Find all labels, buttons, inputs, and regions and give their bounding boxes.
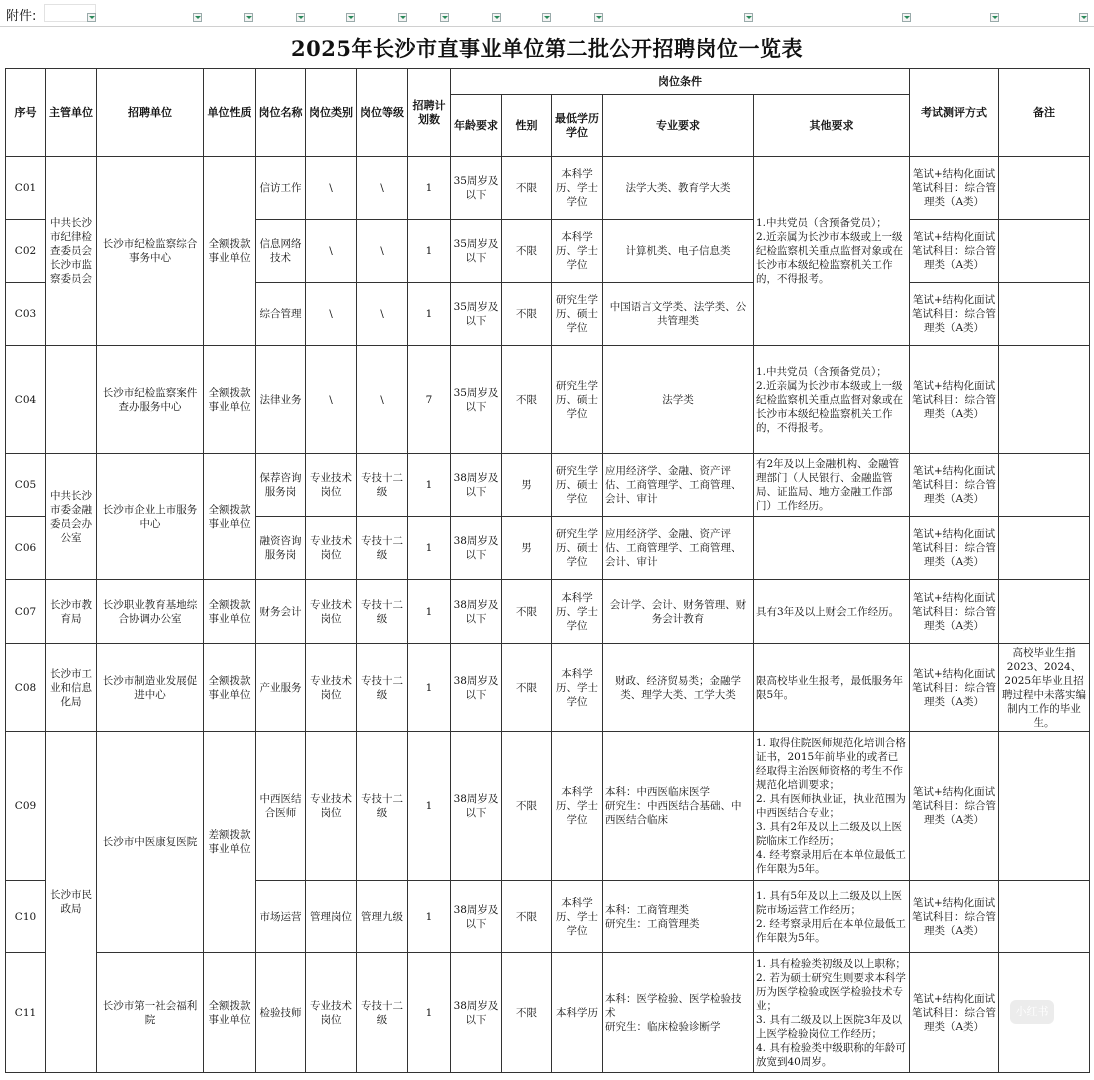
cell-level: \ xyxy=(357,283,408,346)
filter-dropdown-icon[interactable] xyxy=(990,13,999,22)
cell-sex: 不限 xyxy=(502,953,552,1073)
cell-nature: 全额拨款事业单位 xyxy=(204,346,256,454)
cell-age: 38周岁及以下 xyxy=(451,454,502,517)
cell-edu: 本科学历、学士学位 xyxy=(552,220,603,283)
cell-remark: 高校毕业生指2023、2024、2025年毕业且招聘过程中未落实编制内工作的毕业生。 xyxy=(999,644,1090,732)
cell-seq: C05 xyxy=(6,454,46,517)
cell-edu: 研究生学历、硕士学位 xyxy=(552,517,603,580)
cell-level: 专技十二级 xyxy=(357,732,408,881)
filter-dropdown-icon[interactable] xyxy=(902,13,911,22)
cell-dept: 中共长沙市委金融委员会办公室 xyxy=(46,454,97,580)
cell-edu: 研究生学历、硕士学位 xyxy=(552,346,603,454)
header-unit: 招聘单位 xyxy=(97,69,204,157)
cell-major: 计算机类、电子信息类 xyxy=(603,220,754,283)
cell-type: \ xyxy=(306,157,357,220)
header-edu: 最低学历学位 xyxy=(552,95,603,157)
table-row xyxy=(6,732,1090,881)
attachment-label: 附件: xyxy=(6,9,37,24)
cell-plan: 1 xyxy=(408,881,451,953)
cell-edu: 研究生学历、硕士学位 xyxy=(552,454,603,517)
cell-plan: 1 xyxy=(408,454,451,517)
cell-level: 专技十二级 xyxy=(357,517,408,580)
cell-type: 专业技术岗位 xyxy=(306,517,357,580)
cell-seq: C07 xyxy=(6,580,46,644)
cell-seq: C01 xyxy=(6,157,46,220)
table-row xyxy=(6,580,1090,644)
cell-other: 具有3年及以上财会工作经历。 xyxy=(754,580,910,644)
filter-dropdown-icon[interactable] xyxy=(542,13,551,22)
filter-dropdown-icon[interactable] xyxy=(594,13,603,22)
cell-unit: 长沙市企业上市服务中心 xyxy=(97,454,204,580)
cell-type: 专业技术岗位 xyxy=(306,580,357,644)
filter-dropdown-icon[interactable] xyxy=(193,13,202,22)
cell-remark xyxy=(999,283,1090,346)
cell-remark xyxy=(999,517,1090,580)
cell-exam: 笔试+结构化面试 笔试科目：综合管理类（A类） xyxy=(910,157,999,220)
cell-exam: 笔试+结构化面试 笔试科目：综合管理类（A类） xyxy=(910,732,999,881)
cell-level: \ xyxy=(357,157,408,220)
cell-age: 35周岁及以下 xyxy=(451,346,502,454)
cell-edu: 本科学历、学士学位 xyxy=(552,157,603,220)
cell-remark xyxy=(999,580,1090,644)
header-seq: 序号 xyxy=(6,69,46,157)
cell-major: 应用经济学、金融、资产评估、工商管理学、工商管理、会计、审计 xyxy=(603,517,754,580)
cell-age: 38周岁及以下 xyxy=(451,644,502,732)
cell-major: 法学类 xyxy=(603,346,754,454)
filter-dropdown-icon[interactable] xyxy=(346,13,355,22)
cell-seq: C04 xyxy=(6,346,46,454)
cell-other: 1. 具有5年及以上二级及以上医院市场运营工作经历； 2. 经考察录用后在本单位最低工作年限为5年。 xyxy=(754,881,910,953)
cell-nature: 全额拨款事业单位 xyxy=(204,157,256,346)
cell-sex: 不限 xyxy=(502,881,552,953)
cell-post: 综合管理 xyxy=(256,283,306,346)
cell-post: 财务会计 xyxy=(256,580,306,644)
cell-unit: 长沙职业教育基地综合协调办公室 xyxy=(97,580,204,644)
cell-sex: 不限 xyxy=(502,732,552,881)
cell-major: 财政、经济贸易类；金融学类、理学大类、工学大类 xyxy=(603,644,754,732)
cell-exam: 笔试+结构化面试 笔试科目：综合管理类（A类） xyxy=(910,881,999,953)
cell-major: 本科：中西医临床医学 研究生：中西医结合基础、中西医结合临床 xyxy=(603,732,754,881)
filter-dropdown-icon[interactable] xyxy=(244,13,253,22)
cell-post: 信息网络技术 xyxy=(256,220,306,283)
cell-exam: 笔试+结构化面试 笔试科目：综合管理类（A类） xyxy=(910,953,999,1073)
cell-type: 专业技术岗位 xyxy=(306,953,357,1073)
header-plan: 招聘计划数 xyxy=(408,69,451,157)
cell-remark xyxy=(999,881,1090,953)
cell-major: 本科：工商管理类 研究生：工商管理类 xyxy=(603,881,754,953)
cell-age: 38周岁及以下 xyxy=(451,881,502,953)
filter-dropdown-icon[interactable] xyxy=(744,13,753,22)
cell-level: 专技十二级 xyxy=(357,454,408,517)
cell-age: 35周岁及以下 xyxy=(451,283,502,346)
cell-level: 专技十二级 xyxy=(357,953,408,1073)
cell-exam: 笔试+结构化面试 笔试科目：综合管理类（A类） xyxy=(910,220,999,283)
header-type: 岗位类别 xyxy=(306,69,357,157)
watermark-logo: 小红书 xyxy=(1010,1000,1054,1024)
cell-edu: 本科学历、学士学位 xyxy=(552,732,603,881)
cell-plan: 1 xyxy=(408,517,451,580)
filter-dropdown-icon[interactable] xyxy=(492,13,501,22)
cell-unit: 长沙市纪检监察综合事务中心 xyxy=(97,157,204,346)
filter-dropdown-icon[interactable] xyxy=(87,13,96,22)
cell-other: 1.中共党员（含预备党员）； 2.近亲属为长沙市本级或上一级纪检监察机关重点监督对象或在长沙市本级纪检监察机关工作的，不得报考。 xyxy=(754,346,910,454)
cell-age: 35周岁及以下 xyxy=(451,157,502,220)
cell-unit: 长沙市中医康复医院 xyxy=(97,732,204,953)
cell-type: \ xyxy=(306,220,357,283)
cell-seq: C02 xyxy=(6,220,46,283)
cell-sex: 不限 xyxy=(502,157,552,220)
cell-exam: 笔试+结构化面试 笔试科目：综合管理类（A类） xyxy=(910,644,999,732)
cell-post: 市场运营 xyxy=(256,881,306,953)
cell-dept: 长沙市民政局 xyxy=(46,732,97,1073)
filter-dropdown-icon[interactable] xyxy=(398,13,407,22)
table-row xyxy=(6,953,1090,1073)
table-row xyxy=(6,346,1090,454)
cell-post: 产业服务 xyxy=(256,644,306,732)
cell-dept: 长沙市教育局 xyxy=(46,580,97,644)
cell-sex: 男 xyxy=(502,454,552,517)
header-conditions: 岗位条件 xyxy=(451,69,910,95)
header-level: 岗位等级 xyxy=(357,69,408,157)
header-dept: 主管单位 xyxy=(46,69,97,157)
cell-post: 融资咨询服务岗 xyxy=(256,517,306,580)
cell-major: 中国语言文学类、法学类、公共管理类 xyxy=(603,283,754,346)
cell-sex: 不限 xyxy=(502,346,552,454)
cell-other: 1. 取得住院医师规范化培训合格证书，2015年前毕业的或者已经取得主治医师资格的考生不作规范化培训要求； 2. 具有医师执业证，执业范围为中西医结合专业； 3. 具有2年及以上二级及以上医院临床工作经历； 4. 经考察录用后在本单位最低工作年限为5年。 xyxy=(754,732,910,881)
cell-nature: 全额拨款事业单位 xyxy=(204,953,256,1073)
cell-plan: 1 xyxy=(408,953,451,1073)
cell-seq: C08 xyxy=(6,644,46,732)
header-remark: 备注 xyxy=(999,69,1090,157)
cell-exam: 笔试+结构化面试 笔试科目：综合管理类（A类） xyxy=(910,346,999,454)
cell-other: 有2年及以上金融机构、金融管理部门（人民银行、金融监管局、证监局、地方金融工作部门）工作经历。 xyxy=(754,454,910,517)
header-nature: 单位性质 xyxy=(204,69,256,157)
cell-nature: 差额拨款事业单位 xyxy=(204,732,256,953)
cell-other: 1. 具有检验类初级及以上职称； 2. 若为硕士研究生则要求本科学历为医学检验或医学检验技术专业； 3. 具有二级及以上医院3年及以上医学检验岗位工作经历； 4. 具有检验类中级职称的年龄可放宽到40周岁。 xyxy=(754,953,910,1073)
cell-exam: 笔试+结构化面试 笔试科目：综合管理类（A类） xyxy=(910,580,999,644)
cell-exam: 笔试+结构化面试 笔试科目：综合管理类（A类） xyxy=(910,283,999,346)
cell-seq: C10 xyxy=(6,881,46,953)
cell-sex: 男 xyxy=(502,517,552,580)
cell-remark xyxy=(999,157,1090,220)
header-major: 专业要求 xyxy=(603,95,754,157)
cell-plan: 7 xyxy=(408,346,451,454)
cell-age: 35周岁及以下 xyxy=(451,220,502,283)
table-row xyxy=(6,454,1090,517)
cell-plan: 1 xyxy=(408,283,451,346)
cell-remark xyxy=(999,454,1090,517)
cell-age: 38周岁及以下 xyxy=(451,580,502,644)
cell-plan: 1 xyxy=(408,220,451,283)
header-exam: 考试测评方式 xyxy=(910,69,999,157)
cell-other: 1.中共党员（含预备党员）； 2.近亲属为长沙市本级或上一级纪检监察机关重点监督对象或在长沙市本级纪检监察机关工作的，不得报考。 xyxy=(754,157,910,346)
cell-sex: 不限 xyxy=(502,220,552,283)
cell-dept xyxy=(46,346,97,454)
cell-seq: C06 xyxy=(6,517,46,580)
cell-seq: C11 xyxy=(6,953,46,1073)
cell-post: 法律业务 xyxy=(256,346,306,454)
cell-level: 管理九级 xyxy=(357,881,408,953)
cell-major: 本科：医学检验、医学检验技术 研究生：临床检验诊断学 xyxy=(603,953,754,1073)
cell-nature: 全额拨款事业单位 xyxy=(204,454,256,580)
cell-age: 38周岁及以下 xyxy=(451,953,502,1073)
recruitment-table xyxy=(5,68,1090,1073)
cell-plan: 1 xyxy=(408,644,451,732)
cell-type: \ xyxy=(306,346,357,454)
cell-edu: 研究生学历、硕士学位 xyxy=(552,283,603,346)
filter-dropdown-icon[interactable] xyxy=(440,13,449,22)
header-post: 岗位名称 xyxy=(256,69,306,157)
cell-type: 管理岗位 xyxy=(306,881,357,953)
header-sex: 性别 xyxy=(502,95,552,157)
cell-other xyxy=(754,517,910,580)
cell-level: 专技十二级 xyxy=(357,644,408,732)
cell-remark xyxy=(999,346,1090,454)
header-other: 其他要求 xyxy=(754,95,910,157)
cell-type: 专业技术岗位 xyxy=(306,454,357,517)
cell-nature: 全额拨款事业单位 xyxy=(204,580,256,644)
cell-remark xyxy=(999,732,1090,881)
cell-unit: 长沙市纪检监察案件查办服务中心 xyxy=(97,346,204,454)
cell-remark xyxy=(999,220,1090,283)
cell-age: 38周岁及以下 xyxy=(451,732,502,881)
cell-post: 检验技师 xyxy=(256,953,306,1073)
header-age: 年龄要求 xyxy=(451,95,502,157)
filter-bar xyxy=(0,0,1094,27)
cell-sex: 不限 xyxy=(502,580,552,644)
cell-post: 中西医结合医师 xyxy=(256,732,306,881)
cell-unit: 长沙市制造业发展促进中心 xyxy=(97,644,204,732)
cell-unit: 长沙市第一社会福利院 xyxy=(97,953,204,1073)
cell-age: 38周岁及以下 xyxy=(451,517,502,580)
cell-seq: C03 xyxy=(6,283,46,346)
cell-plan: 1 xyxy=(408,580,451,644)
cell-type: 专业技术岗位 xyxy=(306,644,357,732)
cell-exam: 笔试+结构化面试 笔试科目：综合管理类（A类） xyxy=(910,517,999,580)
cell-seq: C09 xyxy=(6,732,46,881)
cell-plan: 1 xyxy=(408,157,451,220)
filter-dropdown-icon[interactable] xyxy=(296,13,305,22)
cell-post: 保荐咨询服务岗 xyxy=(256,454,306,517)
cell-other: 限高校毕业生报考，最低服务年限5年。 xyxy=(754,644,910,732)
filter-dropdown-icon[interactable] xyxy=(1079,13,1088,22)
cell-plan: 1 xyxy=(408,732,451,881)
cell-type: \ xyxy=(306,283,357,346)
cell-major: 法学大类、教育学大类 xyxy=(603,157,754,220)
cell-level: \ xyxy=(357,346,408,454)
table-row xyxy=(6,644,1090,732)
cell-major: 应用经济学、金融、资产评估、工商管理学、工商管理、会计、审计 xyxy=(603,454,754,517)
cell-sex: 不限 xyxy=(502,283,552,346)
cell-nature: 全额拨款事业单位 xyxy=(204,644,256,732)
cell-dept: 中共长沙市纪律检查委员会长沙市监察委员会 xyxy=(46,157,97,346)
cell-edu: 本科学历 xyxy=(552,953,603,1073)
cell-edu: 本科学历、学士学位 xyxy=(552,580,603,644)
cell-post: 信访工作 xyxy=(256,157,306,220)
cell-edu: 本科学历、学士学位 xyxy=(552,881,603,953)
cell-dept: 长沙市工业和信息化局 xyxy=(46,644,97,732)
cell-type: 专业技术岗位 xyxy=(306,732,357,881)
cell-sex: 不限 xyxy=(502,644,552,732)
table-row xyxy=(6,157,1090,220)
cell-edu: 本科学历、学士学位 xyxy=(552,644,603,732)
cell-major: 会计学、会计、财务管理、财务会计教育 xyxy=(603,580,754,644)
cell-level: 专技十二级 xyxy=(357,580,408,644)
cell-exam: 笔试+结构化面试 笔试科目：综合管理类（A类） xyxy=(910,454,999,517)
cell-level: \ xyxy=(357,220,408,283)
page-title: 2025年长沙市直事业单位第二批公开招聘岗位一览表 xyxy=(291,36,803,61)
